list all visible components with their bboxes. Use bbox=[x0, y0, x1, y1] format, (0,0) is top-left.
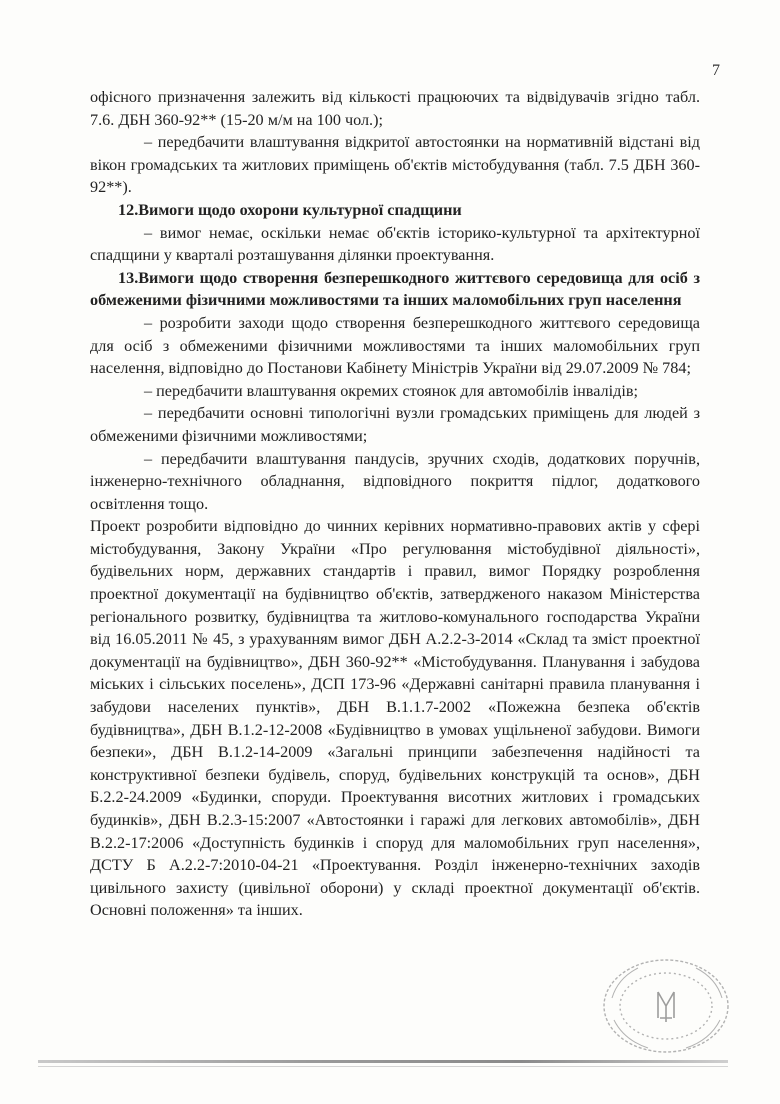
section-12-heading: 12.Вимоги щодо охорони культурної спадщини bbox=[118, 200, 462, 219]
section-13-heading: 13.Вимоги щодо створення безперешкодного життєвого середовища для осіб з обмеженими фізичними можливостями та інших маломобільних груп населення bbox=[90, 268, 700, 310]
paragraph-continuation: офісного призначення залежить від кількості працюючих та відвідувачів згідно табл. 7.6. ДБН 360-92** (15-20 м/м на 100 чол.); bbox=[90, 88, 700, 129]
section-12-text: – вимог немає, оскільки немає об'єктів історико-культурної та архітектурної спадщини у кварталі розташування ділянки проектування. bbox=[90, 223, 700, 265]
scan-bottom-rule-secondary bbox=[38, 1066, 728, 1067]
closing-paragraph: Проект розробити відповідно до чинних керівних нормативно-правових актів у сфері містобудування, Закону України «Про регулювання містобудівної діяльності», будівельних норм, державних стандартів і правил, вимог Порядку розроблення проектної документації на будівництво об'єктів, затвердженого наказом Міністерства регіонального розвитку, будівництва та житлово-комунального господарства України від 16.05.2011 № 45, з урахуванням вимог ДБН А.2.2-3-2014 «Склад та зміст проектної документації на будівництво», ДБН 360-92** «Містобудування. Планування і забудова міських і сільських поселень», ДСП 173-96 «Державні санітарні правила планування і забудови населених пунктів», ДБН В.1.1.7-2002 «Пожежна безпека об'єктів будівництва», ДБН В.1.2-12-2008 «Будівництво в умовах ущільненої забудови. Вимоги безпеки», ДБН В.1.2-14-2009 «Загальні принципи забезпечення надійності та конструктивної безпеки будівель, споруд, будівельних конструкцій та основ», ДБН Б.2.2-24.2009 «Будинки, споруди. Проектування висотних житлових і громадських будинків», ДБН В.2.3-15:2007 «Автостоянки і гаражі для легкових автомобілів», ДБН В.2.2-17:2006 «Доступність будинків і споруд для маломобільних груп населення», ДСТУ Б А.2.2-7:2010-04-21 «Проектування. Розділ інженерно-технічних заходів цивільного захисту (цивільної оборони) у складі проектної документації об'єктів. Основні положення» та інших. bbox=[90, 517, 700, 920]
paragraph-parking-requirement: – передбачити влаштування відкритої автостоянки на нормативній відстані від вікон громадських та житлових приміщень об'єктів містобудування (табл. 7.5 ДБН 360-92**). bbox=[90, 133, 700, 197]
official-stamp-seal bbox=[588, 948, 738, 1058]
page-number: 7 bbox=[712, 62, 720, 79]
section-13-item: – передбачити влаштування пандусів, зручних сходів, додаткових поручнів, інженерно-технічного обладнання, відповідного покриття підлог, додаткового освітлення тощо. bbox=[90, 449, 700, 513]
section-13-item: – розробити заходи щодо створення безперешкодного життєвого середовища для осіб з обмеженими фізичними можливостями та інших маломобільних груп населення, відповідно до Постанови Кабінету Міністрів України від 29.07.2009 № 784; bbox=[90, 313, 700, 378]
section-13-item: – передбачити влаштування окремих стоянок для автомобілів інвалідів; bbox=[144, 381, 639, 400]
document-body bbox=[90, 86, 700, 922]
section-13-item: – передбачити основні типологічні вузли громадських приміщень для людей з обмеженими фізичними можливостями; bbox=[90, 404, 700, 445]
scan-bottom-rule bbox=[38, 1060, 728, 1063]
